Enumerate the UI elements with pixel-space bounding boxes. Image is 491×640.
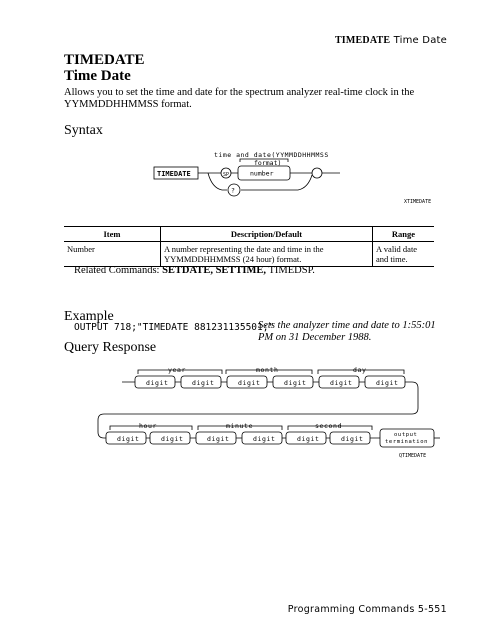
syntax-param-label: time and date(YYMMDDHHMMSS	[214, 151, 329, 159]
table-cell-description: A number representing the date and time in the YYMMDDHHMMSS (24 hour) format.	[161, 242, 373, 267]
table-header-item: Item	[64, 227, 161, 242]
related-setdate: SETDATE,	[162, 265, 213, 276]
query-digit-text: digit	[117, 435, 140, 443]
running-head-command: TIMEDATE	[334, 35, 391, 46]
query-digit-text: digit	[192, 379, 215, 387]
query-digit-text: digit	[297, 435, 320, 443]
query-digit-text: digit	[284, 379, 307, 387]
query-digit-text: digit	[330, 379, 353, 387]
query-hour-label: hour	[139, 422, 158, 430]
query-second-label: second	[315, 422, 343, 430]
query-year-label: year	[168, 366, 187, 374]
query-digit-text: digit	[253, 435, 276, 443]
running-head-title: Time Date	[393, 35, 447, 46]
page-footer: Programming Commands 5-551	[287, 604, 447, 615]
related-timedsp: TIMEDSP.	[268, 265, 315, 276]
query-termination-line2: termination	[385, 439, 429, 445]
example-heading: Example	[64, 309, 114, 324]
syntax-keyword: TIMEDATE	[157, 170, 191, 178]
query-minute-label: minute	[226, 422, 254, 430]
query-termination-line1: output	[394, 432, 418, 438]
query-month-label: month	[256, 366, 279, 374]
command-description: Time Date	[64, 68, 131, 84]
query-figure-id: QTIMEDATE	[399, 453, 427, 459]
query-response-heading: Query Response	[64, 340, 157, 355]
related-prefix: Related Commands:	[74, 265, 160, 276]
query-digit-text: digit	[146, 379, 169, 387]
syntax-figure-id: XTIMEDATE	[404, 199, 432, 205]
syntax-number-label: number	[250, 169, 274, 178]
query-digit-text: digit	[207, 435, 230, 443]
query-digit-text: digit	[376, 379, 399, 387]
table-cell-item: Number	[64, 242, 161, 267]
command-name: TIMEDATE	[64, 52, 145, 68]
table-header-description: Description/Default	[161, 227, 373, 242]
example-comment: Sets the analyzer time and date to 1:55:01 PM on 31 December 1988.	[258, 320, 436, 343]
example-code: OUTPUT 718;"TIMEDATE 881231135501;"	[74, 322, 275, 333]
syntax-query-label: ?	[231, 186, 235, 195]
table-header-range: Range	[373, 227, 435, 242]
intro-text: Allows you to set the time and date for the spectrum analyzer real-time clock in the YYMMDDHHMMSS format.	[64, 87, 415, 110]
related-settime: SETTIME,	[215, 265, 267, 276]
syntax-param-label-2: format)	[254, 159, 282, 167]
query-digit-text: digit	[161, 435, 184, 443]
syntax-space-label: SP	[223, 172, 230, 178]
table-cell-range: A valid date and time.	[373, 242, 435, 267]
query-day-label: day	[353, 366, 367, 374]
query-digit-text: digit	[341, 435, 364, 443]
syntax-heading: Syntax	[64, 123, 103, 138]
query-digit-text: digit	[238, 379, 261, 387]
